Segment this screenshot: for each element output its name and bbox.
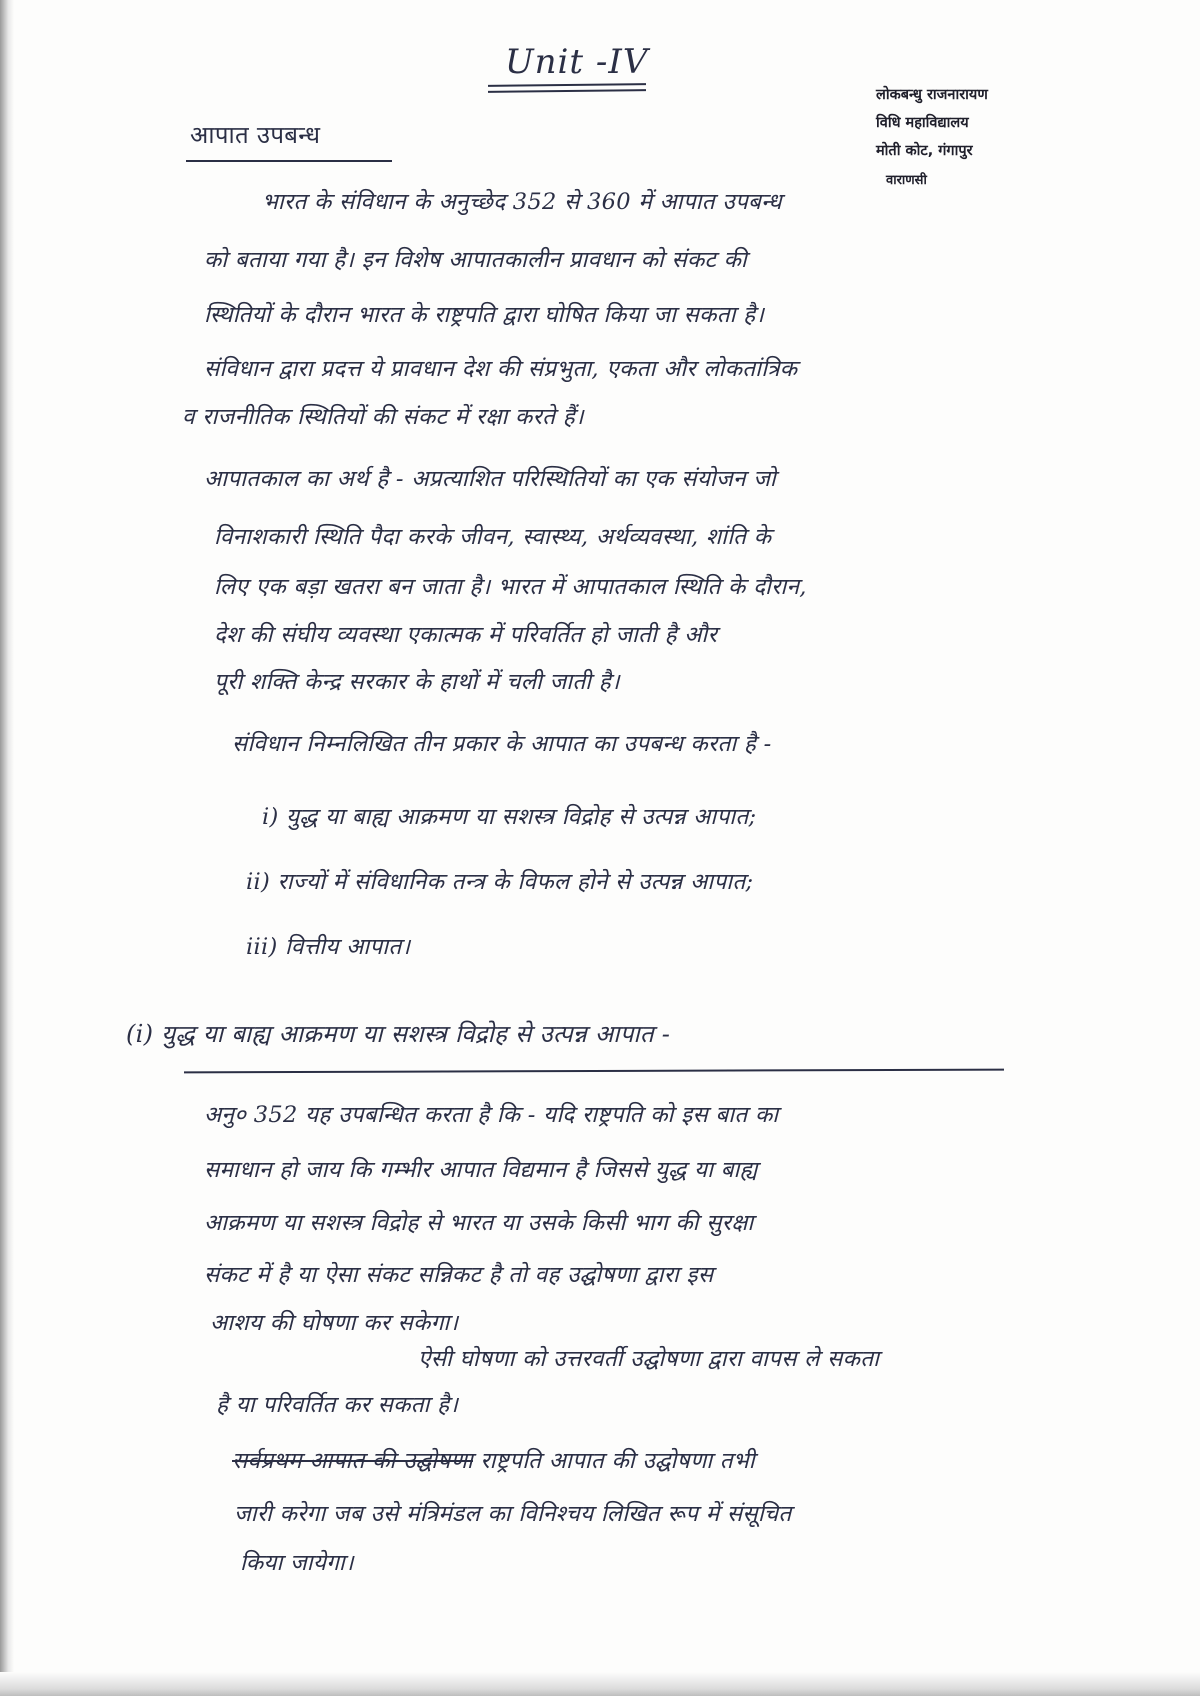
list-item-1: i) युद्ध या बाह्य आक्रमण या सशस्त्र विद्रोह से उत्पन्न आपात;: [262, 804, 757, 830]
para1-line-3: स्थितियों के दौरान भारत के राष्ट्रपति द्वारा घोषित किया जा सकता है।: [204, 302, 765, 328]
para1-line-2: को बताया गया है। इन विशेष आपातकालीन प्रावधान को संकट की: [204, 247, 748, 273]
para2-line-4: देश की संघीय व्यवस्था एकात्मक में परिवर्तित हो जाती है और: [214, 622, 718, 648]
section-para1-line-3: आक्रमण या सशस्त्र विद्रोह से भारत या उसके किसी भाग की सुरक्षा: [204, 1210, 754, 1236]
para1-line-1: भारत के संविधान के अनुच्छेद 352 से 360 में आपात उपबन्ध: [262, 189, 782, 215]
list-item-2: ii) राज्यों में संविधानिक तन्त्र के विफल होने से उत्पन्न आपात;: [246, 869, 754, 895]
section-para3-continuation: राष्ट्रपति आपात की उद्घोषणा तभी: [472, 1448, 755, 1474]
stamp-line-4: वाराणसी: [886, 173, 927, 188]
stamp-line-2: विधि महाविद्यालय: [876, 115, 969, 131]
section-heading-emergency: आपात उपबन्ध: [190, 121, 321, 149]
section-para1-line-1: अनु० 352 यह उपबन्धित करता है कि - यदि राष्ट्रपति को इस बात का: [204, 1102, 779, 1128]
title-underline-2: [488, 89, 646, 93]
para2-line-3: लिए एक बड़ा खतरा बन जाता है। भारत में आपातकाल स्थिति के दौरान,: [214, 574, 807, 600]
para2-line-2: विनाशकारी स्थिति पैदा करके जीवन, स्वास्थ्य, अर्थव्यवस्था, शांति के: [214, 524, 772, 550]
struck-out-text: सर्वप्रथम आपात की उद्घोषणा: [232, 1448, 473, 1474]
subsection-underline: [184, 1069, 1004, 1074]
section-para2-line-1: ऐसी घोषणा को उत्तरवर्ती उद्घोषणा द्वारा वापस ले सकता: [418, 1346, 880, 1372]
section-para3-line-2: जारी करेगा जब उसे मंत्रिमंडल का विनिश्चय लिखित रूप में संसूचित: [234, 1501, 792, 1527]
section-para3-line-1: [232, 1444, 755, 1475]
list-item-3: iii) वित्तीय आपात।: [246, 934, 411, 960]
page-title: Unit -IV: [505, 42, 649, 82]
stamp-line-1: लोकबन्धु राजनारायण: [876, 87, 988, 103]
para1-line-4: संविधान द्वारा प्रदत्त ये प्रावधान देश की संप्रभुता, एकता और लोकतांत्रिक: [204, 356, 798, 382]
section-para1-line-5: आशय की घोषणा कर सकेगा।: [210, 1310, 459, 1336]
para1-line-5: व राजनीतिक स्थितियों की संकट में रक्षा करते हैं।: [182, 404, 584, 430]
section-para1-line-2: समाधान हो जाय कि गम्भीर आपात विद्यमान है जिससे युद्ध या बाह्य: [204, 1157, 758, 1183]
section-para3-line-3: किया जायेगा।: [240, 1550, 354, 1576]
stamp-line-3: मोती कोट, गंगापुर: [876, 143, 973, 159]
heading-underline: [186, 160, 392, 162]
section-para1-line-4: संकट में है या ऐसा संकट सन्निकट है तो वह उद्घोषणा द्वारा इस: [204, 1262, 714, 1288]
title-underline-1: [488, 83, 646, 87]
para2-line-1: आपातकाल का अर्थ है - अप्रत्याशित परिस्थितियों का एक संयोजन जो: [204, 466, 777, 492]
section-para2-line-2: है या परिवर्तित कर सकता है।: [216, 1392, 459, 1418]
para2-line-5: पूरी शक्ति केन्द्र सरकार के हाथों में चली जाती है।: [214, 669, 620, 695]
scan-left-edge: [0, 0, 14, 1696]
para3-line-1: संविधान निम्नलिखित तीन प्रकार के आपात का उपबन्ध करता है -: [232, 731, 772, 757]
subsection-heading-war: (i) युद्ध या बाह्य आक्रमण या सशस्त्र विद्रोह से उत्पन्न आपात -: [126, 1020, 671, 1048]
scan-bottom-edge: [0, 1672, 1200, 1696]
